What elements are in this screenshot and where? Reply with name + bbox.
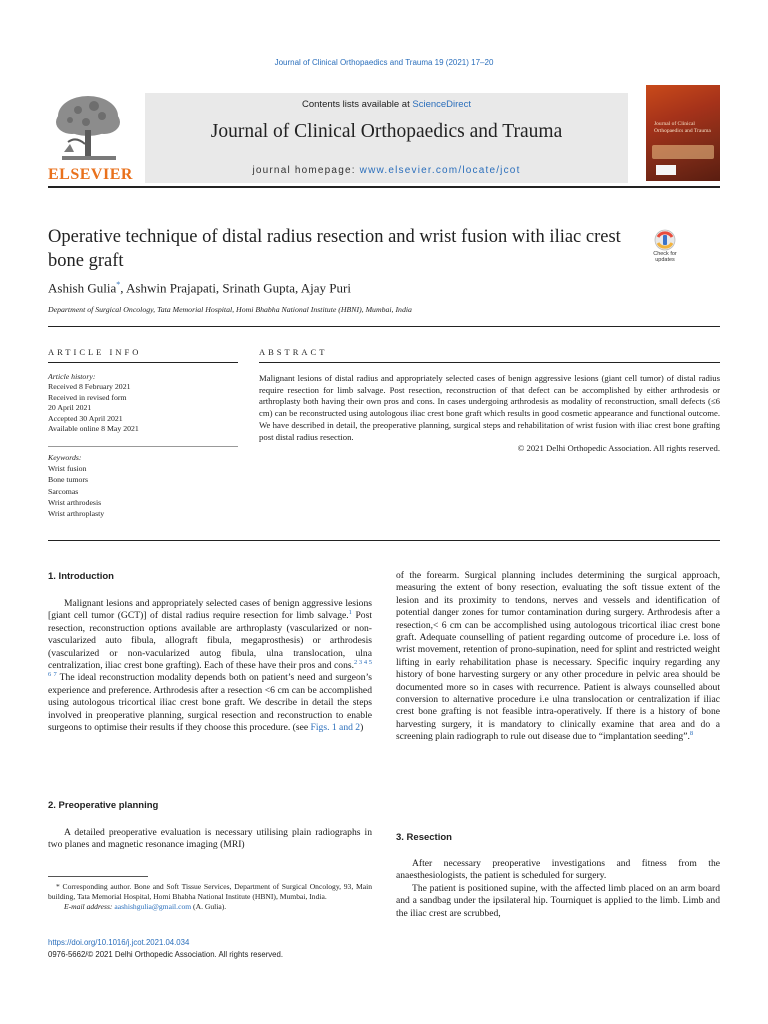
text-run: Post resection, reconstruction options available are arthroplasty (vascularized or non-vascularized auto fibula, allograft fibula, megaprosthesis) or arthrodesis (vascularized or non-vacularized autog fibula, ulna translocation, ulna centralization, iliac crest bone grafting). Each of these have their pros and cons. <box>48 610 372 672</box>
abstract-rule <box>259 362 720 363</box>
section-2-body <box>48 827 372 852</box>
contents-line <box>145 99 628 110</box>
citation-link[interactable]: 1 <box>348 609 352 617</box>
section-2-title: 2. Preoperative planning <box>48 800 159 811</box>
sciencedirect-link[interactable]: ScienceDirect <box>412 99 471 110</box>
keyword-item: Wrist arthroplasty <box>48 509 105 519</box>
figure-link[interactable]: Figs. 1 and 2 <box>310 722 361 734</box>
section-3-body <box>396 858 720 920</box>
doi-link[interactable]: https://doi.org/10.1016/j.jcot.2021.04.034 <box>48 938 190 947</box>
email-label: E-mail address: <box>64 902 115 911</box>
elsevier-logo <box>48 92 133 184</box>
corresponding-author-mark[interactable]: * <box>116 280 121 289</box>
citation-link[interactable]: 2 3 4 5 6 7 <box>48 658 373 679</box>
abstract-body <box>259 373 720 455</box>
text-run: ) <box>360 722 364 734</box>
footnote-rule <box>48 876 148 877</box>
contents-prefix: Contents lists available at <box>302 99 413 110</box>
keyword-item: Wrist arthrodesis <box>48 497 102 507</box>
keyword-item: Bone tumors <box>48 475 89 485</box>
cover-band <box>652 145 714 159</box>
paragraph: After necessary preoperative investigations and fitness from the anaesthesiologists, the patient is scheduled for surgery. <box>396 858 720 882</box>
journal-homepage <box>145 165 628 176</box>
history-item: 20 April 2021 <box>48 403 92 413</box>
check-updates-label: Check for updates <box>653 251 677 264</box>
text-run: of the forearm. Surgical planning includes determining the surgical approach, measuring the extent of bony resection, evaluating the soft tissue extent of the lesion and its proximity to tendons, nerves and vessels and identification of potential danger zones for tumor contamination during surgery. Arthrodesis after a resection,< 6 cm can be accomplished using autologous tricortical iliac crest bone graft. Adequate counselling of patient regarding outcome of procedure i.e. loss of wrist movement, retention of prono-supination, need for splint and restricted weight lifting in early rehabilitation phase is necessary. Specific inquiry regarding any history of bone harvesting surgery or any other procedure in pelvic area should be documented more so in cases with recurrence. Patient is always counselled about conversion to alternative procedure i.e ulna translocation or centralization if iliac crest bone grafting is not feasible intra-operatively. If there is a history of bone harvesting surgery, it is mandatory to clinically examine that area and do a screening plain radiograph to rule out disease due to “implantation seeding”. <box>396 570 720 743</box>
other-authors: , Ashwin Prajapati, Srinath Gupta, Ajay Puri <box>120 280 351 296</box>
tree-logo-icon <box>48 92 128 166</box>
check-for-updates-button[interactable] <box>646 229 684 267</box>
cover-footer-logo <box>656 165 676 175</box>
email-link[interactable]: aashishgulia@gmail.com <box>114 902 192 911</box>
abstract-text: Malignant lesions of distal radius and appropriately selected cases of benign aggressive lesions (giant cell tumor) of distal radius require resection for limb salvage. Post resection, reconstruction of that defect can be accomplished by either arthrodesis or arthroplasty both having their own pros and cons. In cases undergoing arthrodesis as modality of reconstruction, small defects (≤6 cm) can be reconstructed using autologous iliac crest bone graft which results in good cosmetic appearance and functional outcome. We have described in detail, the preoperative planning, surgical steps and rehabilitation of wrist fusion with iliac crest bone grafting post distal radius resection. <box>259 373 720 442</box>
history-item: Accepted 30 April 2021 <box>48 413 123 423</box>
first-author: Ashish Gulia <box>48 280 117 296</box>
abstract-copyright: © 2021 Delhi Orthopedic Association. All rights reserved. <box>517 443 720 454</box>
history-item: Received 8 February 2021 <box>48 382 131 392</box>
section-3-title: 3. Resection <box>396 832 452 843</box>
keywords <box>48 452 238 519</box>
journal-title: Journal of Clinical Orthopaedics and Trauma <box>210 121 563 142</box>
history-item: Received in revised form <box>48 392 127 402</box>
history-label: Article history: <box>48 372 96 381</box>
cover-title: Journal of Clinical Orthopaedics and Trauma <box>654 121 711 134</box>
email-suffix: (A. Gulia). <box>191 902 227 911</box>
paragraph <box>48 598 372 734</box>
publisher-wordmark: ELSEVIER <box>48 166 133 183</box>
journal-reference[interactable]: Journal of Clinical Orthopaedics and Trauma 19 (2021) 17–20 <box>274 58 494 67</box>
section-2-continued <box>396 570 720 744</box>
section-1-title: 1. Introduction <box>48 571 114 582</box>
affiliation: Department of Surgical Oncology, Tata Memorial Hospital, Homi Bhabha National Institute (HBNI), Mumbai, India <box>48 305 412 314</box>
issn-copyright: 0976-5662/© 2021 Delhi Orthopedic Association. All rights reserved. <box>48 950 284 959</box>
keyword-item: Wrist fusion <box>48 464 87 474</box>
citation-link[interactable]: 8 <box>689 730 694 738</box>
author-list <box>48 280 351 296</box>
corresponding-author-note: * Corresponding author. Bone and Soft Tissue Services, Department of Surgical Oncology, 93, Main building, Tata Memorial Hospital, Homi Bhabha National Institute (HBNI), Mumbai, India. <box>48 882 372 901</box>
header-rule <box>48 186 720 188</box>
affiliation-rule <box>48 326 720 327</box>
paragraph <box>396 570 720 744</box>
abstract-bottom-rule <box>48 540 720 541</box>
check-updates-icon <box>646 229 684 251</box>
history-item: Available online 8 May 2021 <box>48 424 139 434</box>
paragraph: A detailed preoperative evaluation is necessary utilising plain radiographs in two planes and magnetic resonance imaging (MRI) <box>48 827 372 851</box>
article-history <box>48 372 238 434</box>
article-info-heading: ARTICLE INFO <box>48 347 142 357</box>
section-1-body <box>48 598 372 734</box>
article-title: Operative technique of distal radius resection and wrist fusion with iliac crest bone graft <box>48 227 621 271</box>
text-run: Malignant lesions and appropriately selected cases of benign aggressive lesions [giant cell tumor (GCT)] of distal radius require resection for limb salvage. <box>48 598 372 622</box>
keyword-item: Sarcomas <box>48 486 79 496</box>
paragraph: The patient is positioned supine, with the affected limb placed on an arm board and a sandbag under the ipsilateral hip. Tourniquet is applied to the limb. Limb and the iliac crest are scrubbed, <box>396 882 720 919</box>
homepage-link[interactable]: www.elsevier.com/locate/jcot <box>359 165 521 176</box>
footnote <box>48 882 372 912</box>
keywords-label: Keywords: <box>48 453 82 462</box>
journal-cover-image <box>646 85 720 181</box>
journal-header-box <box>145 93 628 183</box>
article-info-rule <box>48 362 238 363</box>
keywords-rule <box>48 446 238 447</box>
text-run: The ideal reconstruction modality depends both on patient’s need and surgeon’s experience and preference. Arthrodesis after a resection <6 cm can be accomplished using autologous tricortical iliac crest bone graft. We describe in detail the steps involved in preoperative planning, surgical resection and reconstruction to enable surgeons to optimise their results if they choose this procedure. (see <box>48 672 372 734</box>
email-line <box>48 902 372 912</box>
homepage-prefix: journal homepage: <box>252 165 360 176</box>
abstract-heading: ABSTRACT <box>259 347 328 357</box>
